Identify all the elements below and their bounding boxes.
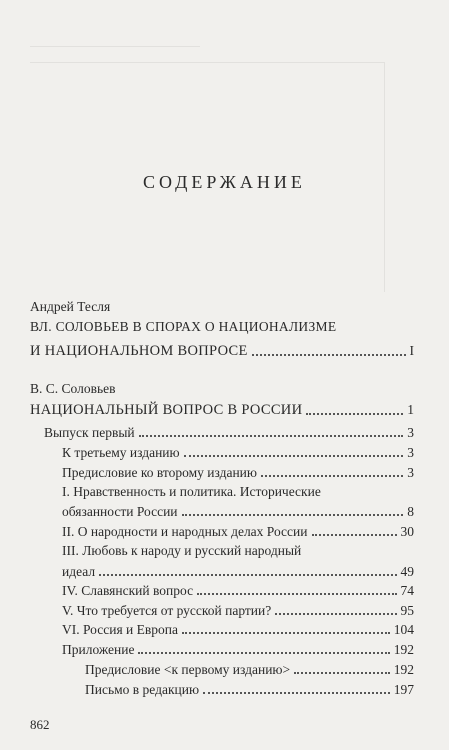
toc-entry (62, 621, 414, 638)
toc-entry (62, 602, 414, 619)
page-ref: 3 (407, 465, 414, 480)
section1-title-line2: И НАЦИОНАЛЬНОМ ВОПРОСЕ (30, 343, 248, 359)
toc-entry (62, 444, 414, 461)
leader-dots (99, 574, 396, 576)
entry-title: VI. Россия и Европа (62, 622, 178, 637)
entry-title-line2: идеал (62, 564, 96, 579)
entry-title: II. О народности и народных делах России (62, 524, 308, 539)
leader-dots (138, 652, 389, 654)
entry-title: Предисловие ко второму изданию (62, 465, 257, 480)
leader-dots (182, 632, 390, 634)
entry-title: К третьему изданию (62, 445, 180, 460)
section2-author: В. С. Соловьев (30, 381, 116, 396)
page-number: 862 (30, 717, 50, 732)
toc-entry (44, 424, 414, 441)
page-ref: I (409, 343, 414, 358)
page-ref: 197 (393, 682, 414, 697)
page-ref: 104 (393, 622, 414, 637)
page-ref: 1 (407, 402, 414, 417)
toc-entry (62, 464, 414, 481)
page-ref: 192 (393, 662, 414, 677)
section1-title-line1: ВЛ. СОЛОВЬЕВ В СПОРАХ О НАЦИОНАЛИЗМЕ (30, 319, 337, 334)
toc-entry (62, 523, 414, 540)
leader-dots (252, 354, 406, 356)
page-ref: 95 (400, 603, 414, 618)
entry-title-line2: обязанности России (62, 504, 178, 519)
toc-entry (85, 661, 414, 678)
entry-title-line1: III. Любовь к народу и русский народный (62, 543, 302, 558)
page-ref: 49 (400, 564, 414, 579)
section2-title: НАЦИОНАЛЬНЫЙ ВОПРОС В РОССИИ (30, 402, 303, 418)
toc-entry (85, 681, 414, 698)
page-ref: 74 (400, 583, 414, 598)
leader-dots (294, 672, 390, 674)
leader-dots (139, 435, 404, 437)
leader-dots (261, 475, 403, 477)
bleed-through-rule (30, 46, 200, 47)
section1-author: Андрей Тесля (30, 299, 111, 314)
page-ref: 3 (407, 425, 414, 440)
page-title: СОДЕРЖАНИЕ (143, 172, 306, 192)
entry-title: IV. Славянский вопрос (62, 583, 194, 598)
toc-entry (62, 563, 414, 580)
toc-entry (62, 641, 414, 658)
toc-row-section1 (30, 342, 414, 360)
toc-entry (62, 582, 414, 599)
bleed-through-rule (30, 62, 385, 63)
leader-dots (306, 413, 403, 415)
page-ref: 30 (400, 524, 414, 539)
entry-title-line1: I. Нравственность и политика. Исторические (62, 484, 321, 499)
entry-title: Письмо в редакцию (85, 682, 200, 697)
leader-dots (197, 593, 396, 595)
leader-dots (312, 534, 397, 536)
entry-title: Приложение (62, 642, 135, 657)
page-ref: 3 (407, 445, 414, 460)
leader-dots (182, 514, 404, 516)
leader-dots (184, 455, 404, 457)
toc-entry (62, 503, 414, 520)
leader-dots (203, 692, 390, 694)
leader-dots (275, 613, 396, 615)
entry-title: Выпуск первый (44, 425, 135, 440)
page-ref: 8 (407, 504, 414, 519)
page-ref: 192 (393, 642, 414, 657)
entry-title: Предисловие <к первому изданию> (85, 662, 291, 677)
entry-title: V. Что требуется от русской партии? (62, 603, 272, 618)
toc-row-section2 (30, 401, 414, 419)
